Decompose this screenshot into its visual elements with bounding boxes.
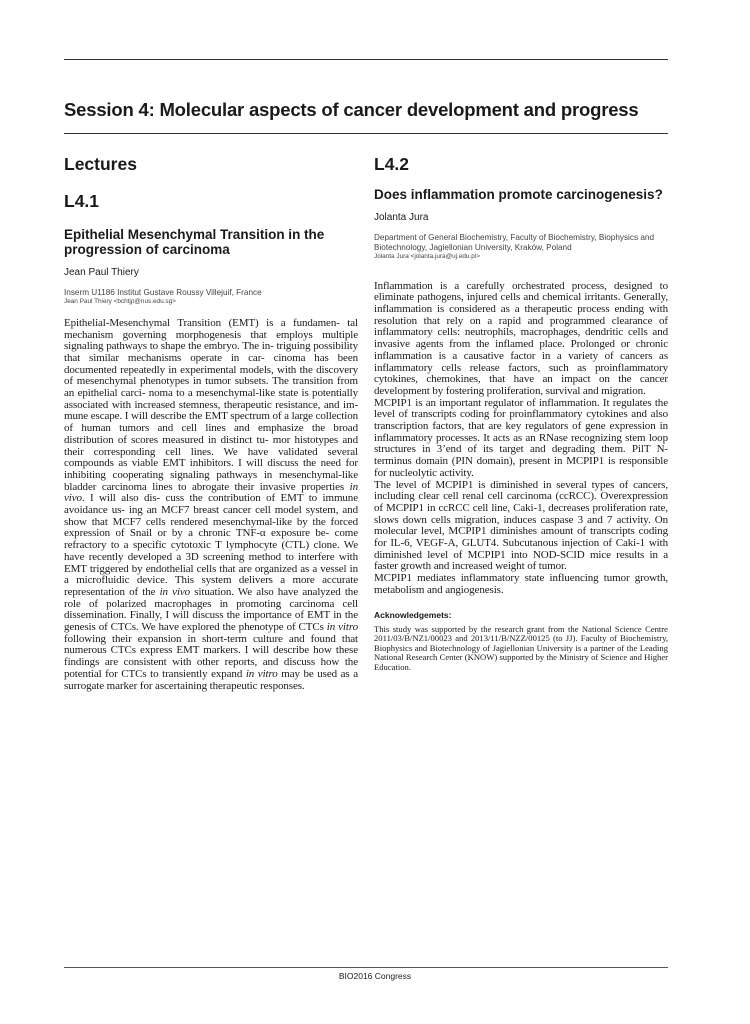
abstract-body (64, 318, 358, 693)
body-line: situation. We also have analyzed the role of polarized (64, 585, 358, 610)
author-name: Jolanta Jura (374, 211, 429, 223)
body-line: of CTCs. We have explored the phenotype of CTCs (98, 621, 327, 634)
abstract-title: Epithelial Mesenchymal Transition in the progression of carcinoma (64, 227, 325, 257)
body-line: . I will also dis- (81, 492, 161, 505)
body-line: come refractory to a specific cytotoxic T lymphocyte (CTL) (64, 527, 358, 552)
body-paragraph: MCPIP1 is an important regulator of inflammation. It regulates the level of transcripts coding for proinflammatory cytokines and also transcription factors, that are key regulators of gene expression in inflammatory processes. It acts as an RNase recognizing stem loop structures in 3’end of its target and degrading them. PilT N-terminus domain (PIN domain), present in MCPIP1 is responsible for nucleolytic activity. (374, 396, 668, 479)
body-paragraph: Inflammation is a carefully orchestrated process, designed to eliminate pathogens, injured cells and chemical irritants. Generally, inflammation is considered as a therapeutic process ending with resolution that rely on a rapid and programmed clearance of inflammatory cells: neutrophils, macrophages, dendritic cells and invasive agents from the inflamed place. Prolonged or chronic inflammation is a causative factor in a variety of cancers as inflammatory cells release factors, such as proinflammatory cytokines, chemokines, that have an impact on the cancer development by fostering proliferation, survival and migration. (374, 279, 668, 397)
author-email: Jolanta Jura <jolanta.jura@uj.edu.pl> (374, 253, 480, 261)
acknowledgements-title: Acknowledgemets: (374, 609, 452, 620)
body-line: validated several compounds as viable EMT inhibitors. I (64, 445, 358, 470)
body-line: abrogate their invasive properties (191, 480, 350, 493)
body-line: following their expansion in short-term culture and found (64, 632, 336, 645)
body-line: triguing possibility that similar mechanisms operate in car- (64, 340, 358, 364)
body-line: are organized as a vessel in a microfluidic device. This (64, 562, 358, 587)
body-paragraph: MCPIP1 mediates inflammatory state influencing tumor growth, metabolism and angiogenesis. (374, 572, 668, 596)
body-line: pathways in mesenchymal-like bladder carcinoma lines to (64, 468, 358, 493)
body-line: Epithelial-Mesenchymal Transition (EMT) is a fundamen- (64, 316, 340, 329)
body-line: noma to a mesenchymal-like state is potentially associated (64, 387, 358, 411)
body-line: Finally, I will discuss the importance of EMT in the genesis (64, 609, 358, 634)
session-title: Session 4: Molecular aspects of cancer development and progress (64, 99, 639, 120)
abstract-code: L4.1 (64, 191, 100, 211)
body-italic: in (159, 585, 168, 598)
body-line: to interfere with EMT triggered by endothelial cells that (64, 550, 359, 575)
body-line: cinoma has been documented repeatedly in experimental (64, 351, 358, 376)
author-name: Jean Paul Thiery (64, 267, 139, 278)
abstract-title: Does inflammation promote carcinogenesis? (374, 187, 663, 202)
body-line: with increased stemness, therapeutic resistance, and im- (111, 398, 359, 411)
footer-rule (64, 967, 668, 968)
body-line: tal mechanism governing morphogenesis that employs (64, 316, 358, 341)
body-line: the broad distribution of scores measured in distinct tu- (64, 422, 358, 446)
body-italic: in vitro (326, 621, 359, 634)
body-line: cuss the contribution of EMT to immune avoidance us- (64, 492, 358, 517)
body-line: therapeutic responses. (209, 679, 305, 692)
body-line: macrophages in promoting carcinoma cell dissemination. (64, 597, 358, 622)
body-line: that MCF7 cells rendered mesenchymal-like by the forced (91, 515, 358, 528)
session-rule (64, 133, 668, 134)
body-italic: in vivo (64, 480, 358, 505)
body-line: may be used as a surrogate marker for ascertaining (64, 667, 358, 692)
footer-label: BIO2016 Congress (338, 971, 412, 981)
top-rule (64, 59, 668, 60)
body-italic: in vitro (245, 667, 278, 680)
acknowledgements-text: This study was supported by the research grant from the National Science Centre 2011/03/B/NZ1/00023 and 2013/11/B/NZZ/00125 (to JJ). Faculty of Biochemistry, Biophysics and Biotechnology of Jagiellonian University is a partner of the Leading National Research Center (KNOW) supported by the Ministry of Science and Higher Education. (374, 623, 668, 672)
body-line: will discuss the need for inhibiting cooperating signaling (64, 457, 358, 481)
abstract-right (374, 150, 668, 672)
body-line: discuss how the potential for CTCs to transiently expand (64, 656, 358, 680)
abstract-code: L4.2 (374, 154, 410, 174)
body-line: in tumor subsets. The transition from an epithelial carci- (64, 375, 359, 400)
author-email: Jean Paul Thiery <bchtjp@nus.edu.sg> (64, 298, 176, 306)
body-line: how these findings are consistent with other reports, and (64, 644, 358, 669)
body-line: mor histotypes and their corresponding cell lines. We have (64, 433, 358, 458)
body-line: collection of human tumors and cell lines and emphasize (64, 410, 358, 435)
body-line: ing an MCF7 breast cancer cell model system, and show (64, 504, 358, 528)
body-italic: vivo (172, 585, 191, 598)
affiliation: Department of General Biochemistry, Faculty of Biochemistry, Biophysics and Biotechnology, Jagiellonian University, Kraków, Poland (374, 232, 655, 252)
body-line: system delivers a more accurate representation of the (64, 574, 358, 598)
body-line: that numerous CTCs express EMT markers. I will describe (64, 632, 358, 657)
body-line: multiple signaling pathways to shape the embryo. The in- (64, 328, 358, 353)
body-line: models, with the discovery of mesenchymal phenotypes (64, 363, 359, 388)
affiliation: Inserm U1186 Institut Gustave Roussy Villejuif, France (64, 288, 262, 297)
section-heading: Lectures (64, 154, 137, 174)
body-paragraph: The level of MCPIP1 is diminished in several types of cancers, including clear cell renal cell carcinoma (ccRCC). Overexpression of MCPIP1 in ccRCC cell line, Caki-1, decreases proliferation rate, slows down cells migration, induces caspase 3 and 7 activity. On molecular level, MCPIP1 diminishes amount of transcripts coding for IL-6, VEGF-A, GLUT4. Subcutanous injection of Caki-1 with diminished level of MCPIP1 into NOD-SCID mice results in a faster growth and increased weight of tumor. (374, 478, 668, 573)
body-line: mune escape. I will describe the EMT spectrum of a large (64, 410, 313, 423)
body-line: clone. We have recently developed a 3D screening method (64, 539, 358, 563)
abstract-left (64, 150, 358, 692)
body-line: expression of Snail or by a chronic TNF-α exposure be- (64, 527, 330, 540)
